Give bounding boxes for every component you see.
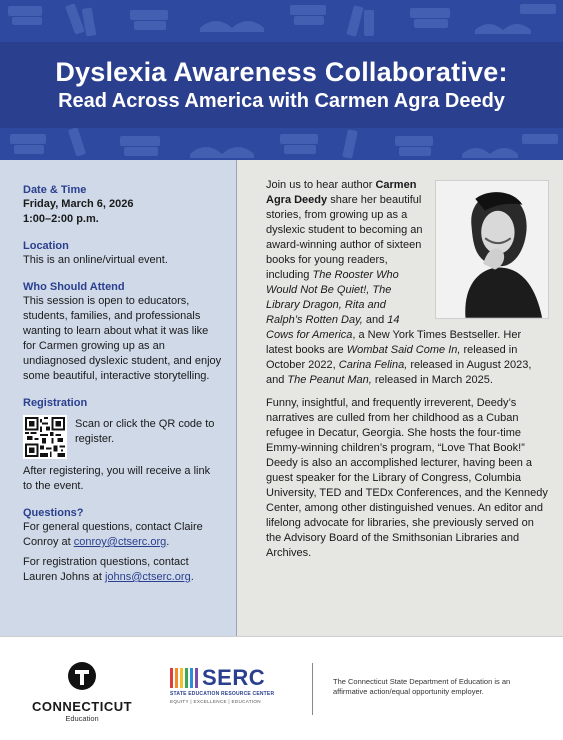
header-title-band: [0, 42, 563, 128]
attend-text: This session is open to educators, students, families, and professionals wanting to learn about what it was like for Carmen growing up as an undiagnosed dyslexic student, and enjoy some beautiful, interactive storytelling.: [23, 295, 222, 382]
general-questions: For general questions, contact Claire Conroy at conroy@ctserc.org.: [23, 521, 203, 548]
author-photo: [435, 180, 549, 319]
author-description: [266, 178, 549, 561]
connecticut-logo: [22, 661, 142, 723]
qr-code-icon[interactable]: [23, 415, 67, 459]
registration-heading: Registration: [23, 397, 88, 409]
page-title: Dyslexia Awareness Collaborative:: [55, 56, 508, 87]
author-portrait-icon: [436, 181, 548, 318]
registration-row: [23, 415, 222, 459]
footer: [0, 636, 563, 740]
questions-heading: Questions?: [23, 507, 84, 519]
date-heading: Date & Time: [23, 184, 87, 196]
attend-heading: Who Should Attend: [23, 281, 125, 293]
connecticut-logo-icon: [67, 661, 97, 691]
author-name: Carmen Agra Deedy: [266, 179, 417, 206]
serc-motto: EQUITY | EXCELLENCE | EDUCATION: [170, 699, 261, 704]
ct-sub: Education: [65, 714, 99, 723]
event-date: Friday, March 6, 2026: [23, 198, 134, 210]
author-panel: [237, 160, 563, 636]
conroy-email-link[interactable]: conroy@ctserc.org: [73, 536, 167, 548]
after-register-text: After registering, you will receive a link to the event.: [23, 465, 211, 492]
location-heading: Location: [23, 240, 69, 252]
location-text: This is an online/virtual event.: [23, 254, 168, 266]
author-bio: Funny, insightful, and frequently irreverent, Deedy’s narratives are culled from her childhood as a Cuban refugee in Decatur, Georgia. She hosts the four-time Emmy-winning children’s program, “Love That Book!” Deedy is also an accomplished lecturer, having been a guest speaker for the Library of Congress, Columbia University, TED and TEDx Conferences, and the Kennedy Center, among other distinguished venues. An editor and lifelong advocate for libraries, she previously served on the Advisory Board of the Smithsonian Libraries and Archives.: [266, 397, 548, 559]
footer-divider: [312, 663, 313, 715]
header-banner: [0, 0, 563, 160]
event-time: 1:00–2:00 p.m.: [23, 213, 99, 225]
serc-logo: [170, 667, 295, 704]
page-subtitle: Read Across America with Carmen Agra Deedy: [58, 89, 505, 112]
serc-full-name: STATE EDUCATION RESOURCE CENTER: [170, 691, 275, 697]
qr-instructions: Scan or click the QR code to register.: [75, 418, 215, 445]
serc-bars-icon: [170, 668, 198, 688]
event-details-panel: [0, 160, 237, 636]
registration-questions: For registration questions, contact Lauren Johns at johns@ctserc.org.: [23, 556, 194, 583]
johns-email-link[interactable]: johns@ctserc.org: [104, 571, 191, 583]
ct-name: CONNECTICUT: [31, 699, 133, 714]
eeo-statement: The Connecticut State Department of Education is an affirmative action/equal opportunity employer.: [333, 677, 511, 696]
serc-name: SERC: [202, 665, 266, 690]
author-intro: Join us to hear author Carmen Agra Deedy share her beautiful stories, from growing up as a dyslexic student to becoming an award-winning author of sixteen books for young readers, including The Rooster Who Would Not Be Quiet!, The Library Dragon, Rita and Ralph’s Rotten Day, and 14 Cows for America, a New York Times Bestseller. Her latest books are Wombat Said Come In, released in October 2022, Carina Felina, released in August 2023, and The Peanut Man, released in March 2025.: [266, 179, 532, 386]
